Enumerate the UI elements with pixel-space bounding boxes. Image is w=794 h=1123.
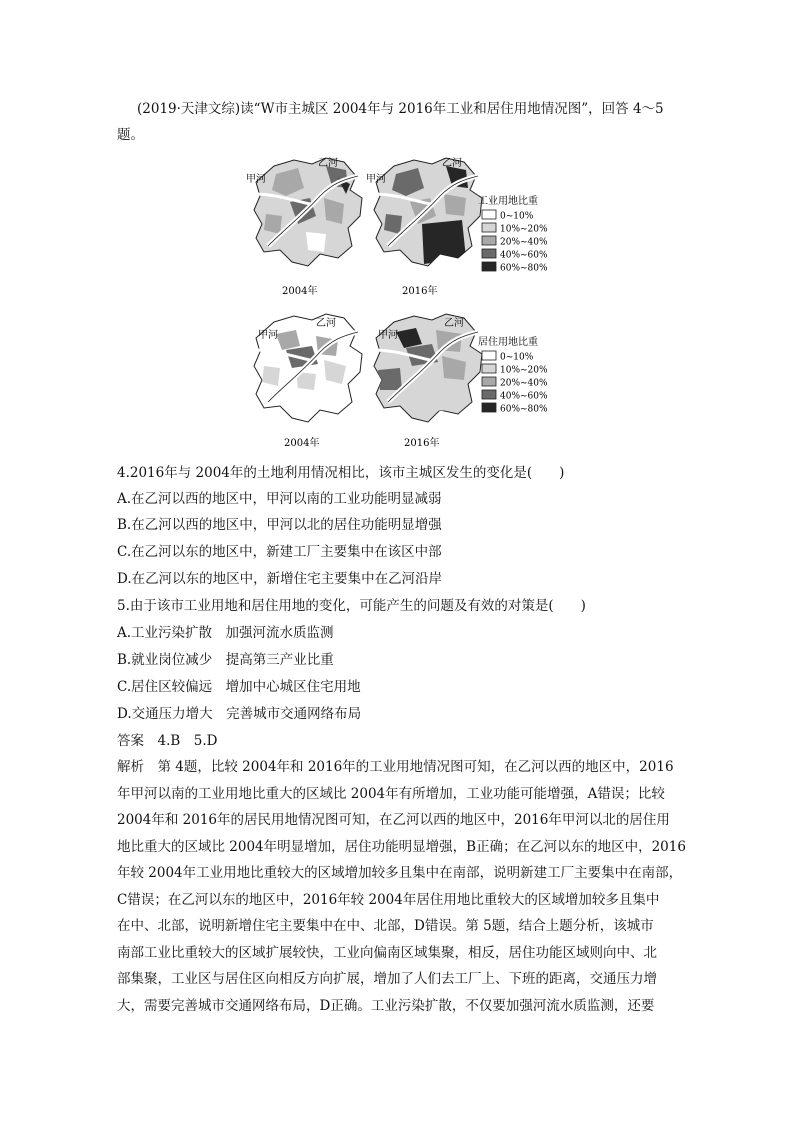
q4-option-b: B.在乙河以西的地区中，甲河以北的居住功能明显增强 <box>117 517 442 533</box>
residential-legend-label-1: 0~10% <box>500 352 534 363</box>
residential-legend-title: 居住用地比重 <box>478 337 538 348</box>
residential-legend-swatch-2 <box>482 364 496 373</box>
analysis-line-10: 大，需要完善城市交通网络布局，D正确。工业污染扩散，不仅要加强河流水质监测，还要 <box>117 997 655 1014</box>
q5-stem: 5.由于该市工业用地和居住用地的变化，可能产生的问题及有效的对策是( ) <box>117 598 586 614</box>
industrial-legend-swatch-1 <box>482 210 496 219</box>
year-label-industrial-2016: 2016年 <box>402 286 438 297</box>
land-use-maps <box>238 148 568 453</box>
q5-option-b: B.就业岗位减少 提高第三产业比重 <box>117 652 334 668</box>
map-industrial-2016 <box>374 158 482 266</box>
river-jia-label-3: 甲河 <box>258 330 278 341</box>
residential-legend-label-2: 10%~20% <box>500 365 548 376</box>
residential-legend-label-3: 20%~40% <box>500 378 548 389</box>
residential-legend-swatch-5 <box>482 403 496 412</box>
industrial-legend-swatch-3 <box>482 236 496 245</box>
industrial-legend-title: 工业用地比重 <box>478 196 538 207</box>
map-industrial-2004 <box>254 158 362 266</box>
industrial-legend-swatch-4 <box>482 249 496 258</box>
analysis-line-7: 在中、北部，说明新增住宅主要集中在中、北部，D错误。第 5题，结合上题分析，该城市 <box>117 918 654 934</box>
analysis-line-9: 部集聚，工业区与居住区向相反方向扩展，增加了人们去工厂上、下班的距离，交通压力增 <box>117 971 657 987</box>
river-yi-label-4: 乙河 <box>444 318 464 329</box>
industrial-legend-label-1: 0~10% <box>500 211 534 222</box>
river-jia-label-2: 甲河 <box>366 174 386 185</box>
q5-option-a: A.工业污染扩散 加强河流水质监测 <box>117 625 334 641</box>
river-jia-label-4: 甲河 <box>378 330 398 341</box>
analysis-line-8: 南部工业比重较大的区域扩展较快，工业向偏南区域集聚，相反，居住功能区域则向中、北 <box>117 944 657 961</box>
residential-legend-label-4: 40%~60% <box>500 391 548 402</box>
q4-option-d: D.在乙河以东的地区中，新增住宅主要集中在乙河沿岸 <box>117 571 443 587</box>
analysis-paragraph <box>117 754 686 1019</box>
answer-line: 答案 4.B 5.D <box>117 733 218 749</box>
q5-option-d: D.交通压力增大 完善城市交通网络布局 <box>117 706 362 722</box>
year-label-residential-2016: 2016年 <box>404 438 440 449</box>
industrial-legend-label-3: 20%~40% <box>500 237 548 248</box>
industrial-legend-swatch-5 <box>482 262 496 271</box>
river-jia-label-1: 甲河 <box>246 174 266 185</box>
q4-option-a: A.在乙河以西的地区中，甲河以南的工业功能明显减弱 <box>117 491 442 507</box>
industrial-legend-label-4: 40%~60% <box>500 250 548 261</box>
river-yi-label-3: 乙河 <box>316 318 336 329</box>
intro-line-2: 题。 <box>117 127 144 143</box>
land-use-figure <box>238 148 568 453</box>
q5-option-c: C.居住区较偏远 增加中心城区住宅用地 <box>117 679 361 695</box>
industrial-legend-swatch-2 <box>482 223 496 232</box>
residential-legend-swatch-4 <box>482 390 496 399</box>
river-yi-label-2: 乙河 <box>442 158 462 169</box>
q4-option-c: C.在乙河以东的地区中，新建工厂主要集中在该区中部 <box>117 544 442 560</box>
industrial-legend-label-2: 10%~20% <box>500 224 548 235</box>
analysis-line-6: C错误；在乙河以东的地区中，2016年较 2004年居住用地比重较大的区域增加较多且集中 <box>117 891 660 908</box>
analysis-line-2: 年甲河以南的工业用地比重大的区域比 2004年有所增加，工业功能可能增强，A错误；比较 <box>117 785 665 802</box>
intro-line-1: (2019·天津文综)读“W市主城区 2004年与 2016年工业和居住用地情况图”，回答 4～5 <box>137 101 664 117</box>
analysis-line-5: 年较 2004年工业用地比重较大的区域增加较多且集中在南部，说明新建工厂主要集中在南部， <box>117 865 683 881</box>
analysis-line-4: 地比重大的区域比 2004年明显增加，居住功能明显增强，B正确；在乙河以东的地区中，2016 <box>117 838 686 855</box>
river-yi-label-1: 乙河 <box>318 158 338 169</box>
residential-legend-swatch-1 <box>482 351 496 360</box>
industrial-legend <box>478 194 548 274</box>
residential-legend-label-5: 60%~80% <box>500 404 548 415</box>
residential-legend-swatch-3 <box>482 377 496 386</box>
year-label-residential-2004: 2004年 <box>284 438 320 449</box>
analysis-line-3: 2004年和 2016年的居民用地情况图可知，在乙河以西的地区中，2016年甲河以北的居住用 <box>117 812 670 828</box>
q4-stem: 4.2016年与 2004年的土地利用情况相比，该市主城区发生的变化是( ) <box>117 465 565 481</box>
analysis-line-1: 解析 第 4题，比较 2004年和 2016年的工业用地情况图可知，在乙河以西的地区中，2016 <box>117 759 674 775</box>
industrial-legend-label-5: 60%~80% <box>500 263 548 274</box>
residential-legend <box>478 335 548 415</box>
year-label-industrial-2004: 2004年 <box>282 286 318 297</box>
